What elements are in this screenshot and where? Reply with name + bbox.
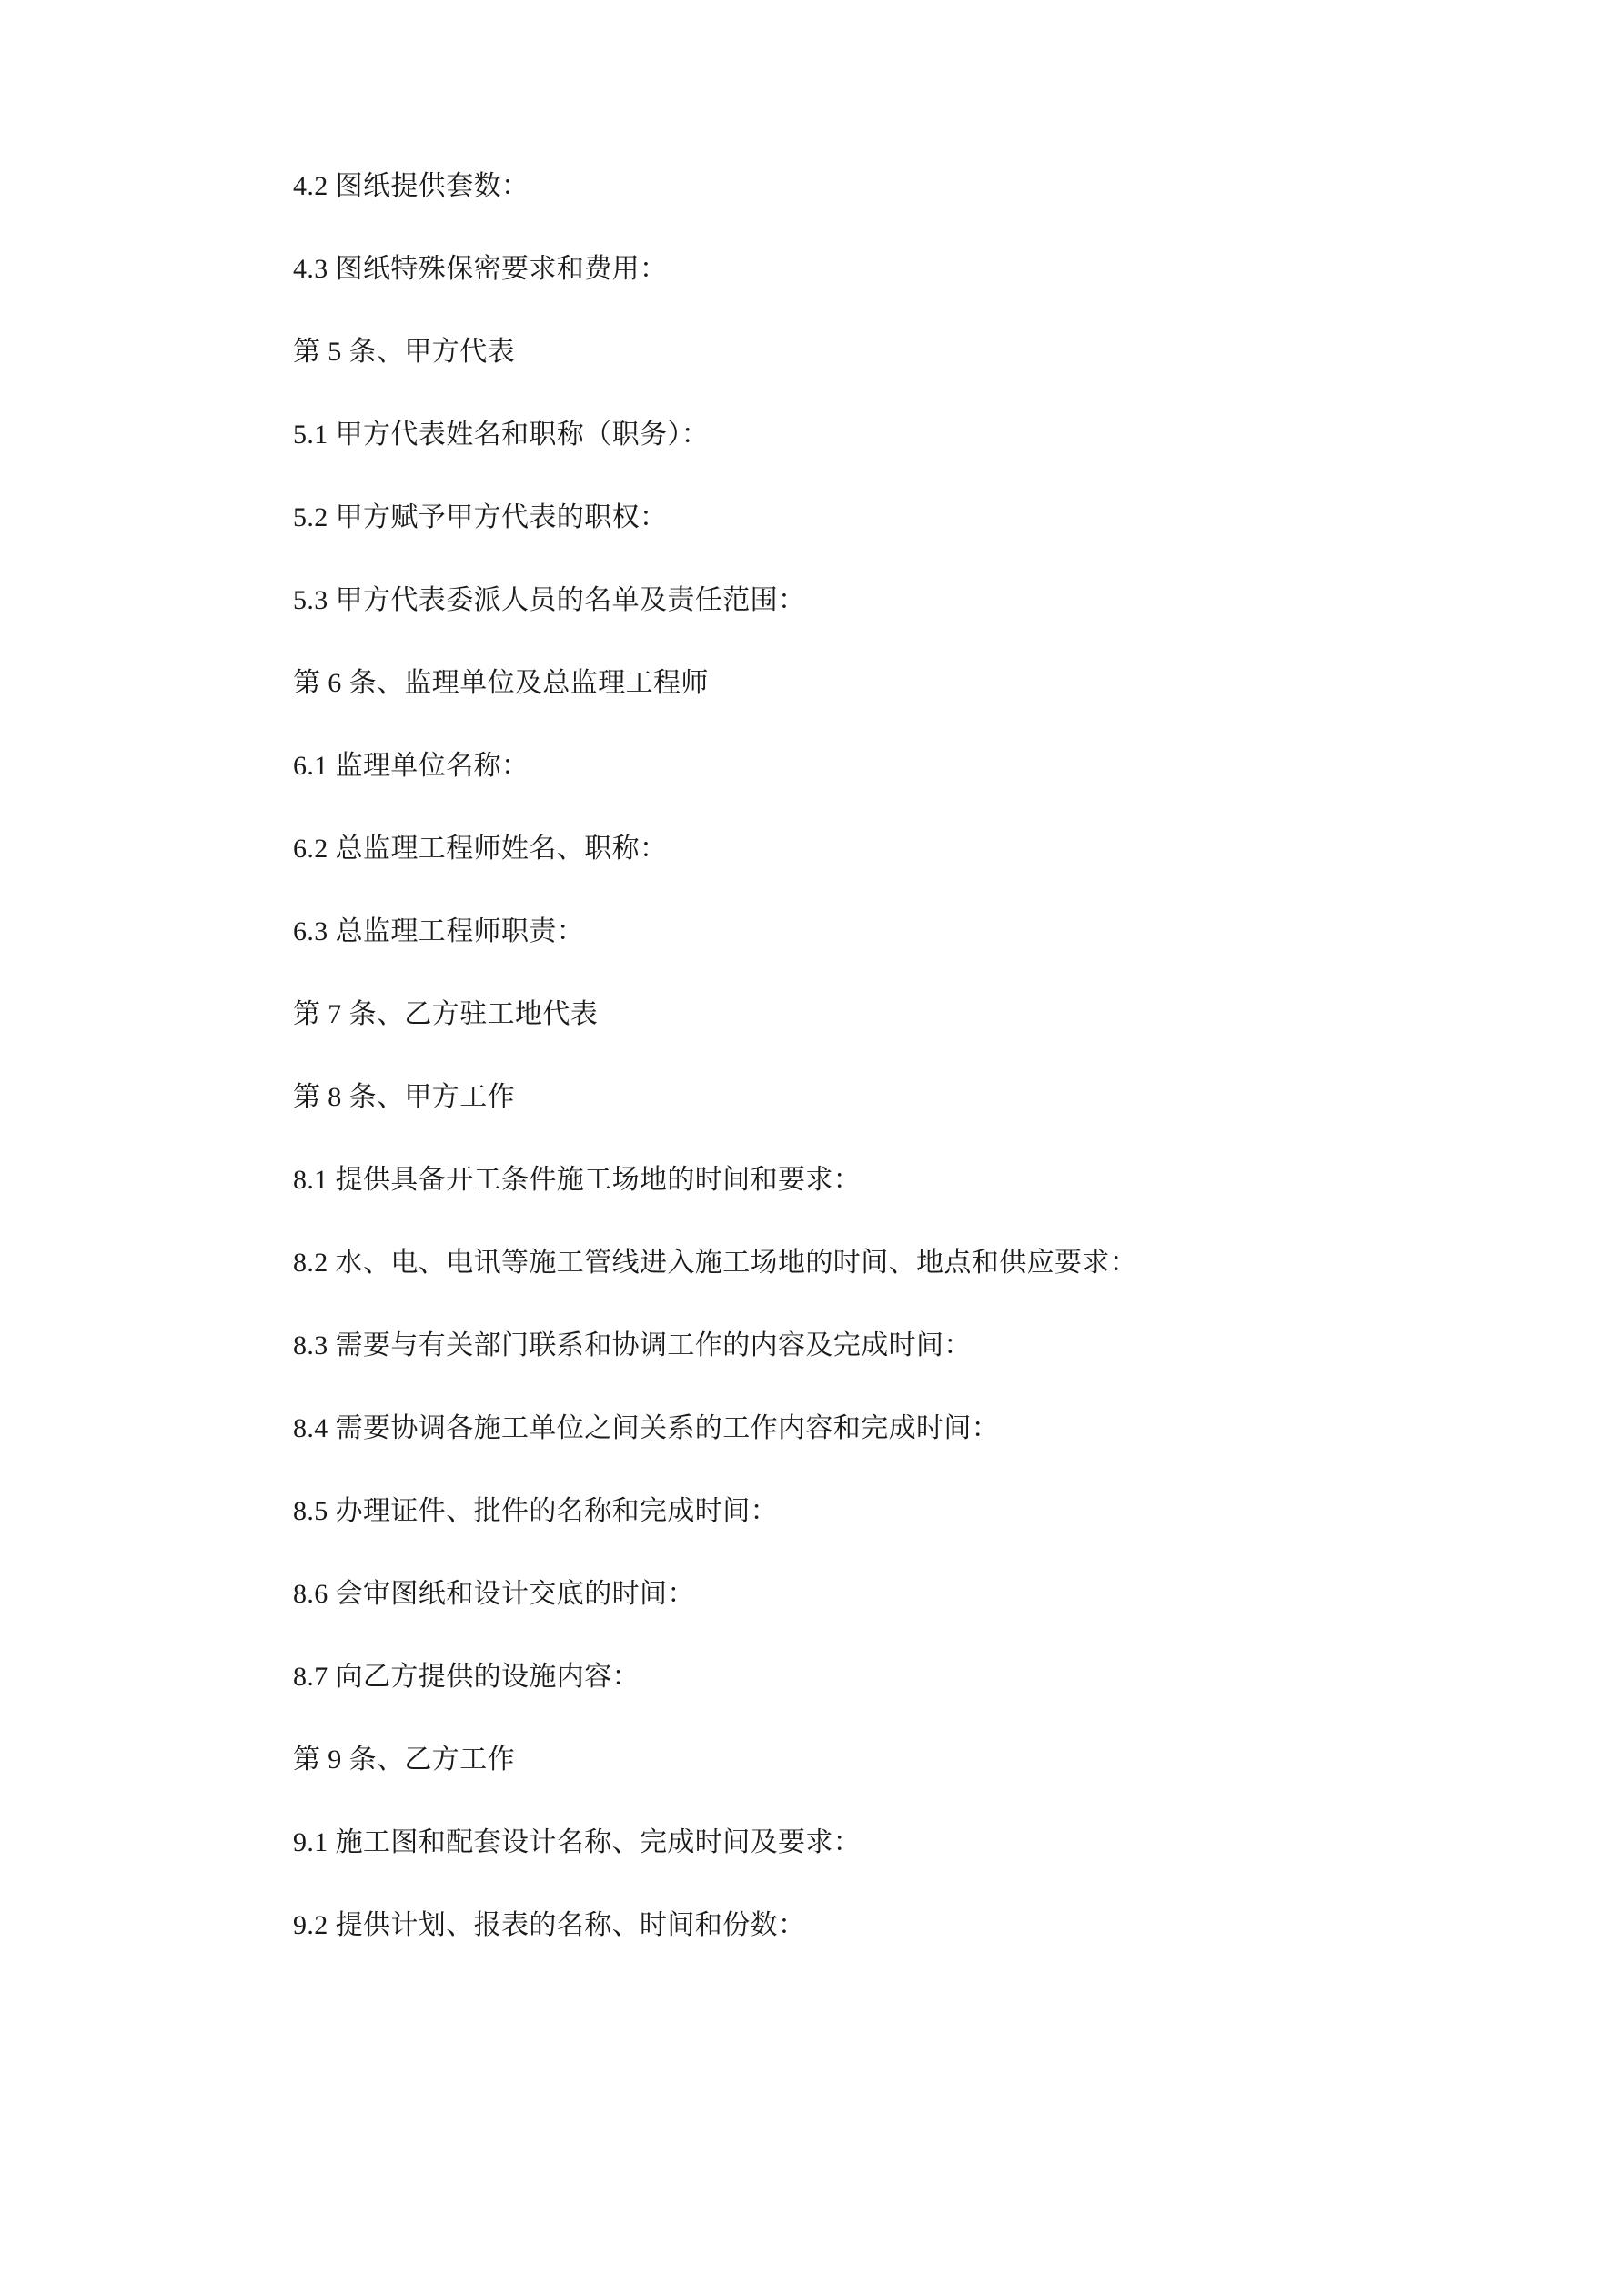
paragraph: 6.3 总监理工程师职责： bbox=[293, 916, 585, 946]
paragraph: 8.6 会审图纸和设计交底的时间： bbox=[293, 1579, 695, 1609]
document-body bbox=[293, 173, 1348, 1939]
paragraph: 第 8 条、甲方工作 bbox=[293, 1082, 515, 1112]
paragraph: 8.4 需要协调各施工单位之间关系的工作内容和完成时间： bbox=[293, 1413, 1000, 1443]
paragraph: 8.2 水、电、电讯等施工管线进入施工场地的时间、地点和供应要求： bbox=[293, 1248, 1138, 1278]
paragraph: 6.1 监理单位名称： bbox=[293, 751, 530, 781]
paragraph: 5.1 甲方代表姓名和职称（职务）： bbox=[293, 420, 710, 450]
paragraph: 第 6 条、监理单位及总监理工程师 bbox=[293, 668, 709, 698]
paragraph: 8.3 需要与有关部门联系和协调工作的内容及完成时间： bbox=[293, 1330, 972, 1360]
paragraph: 6.2 总监理工程师姓名、职称： bbox=[293, 834, 668, 864]
paragraph: 4.3 图纸特殊保密要求和费用： bbox=[293, 254, 668, 284]
paragraph: 8.7 向乙方提供的设施内容： bbox=[293, 1662, 640, 1692]
paragraph: 第 9 条、乙方工作 bbox=[293, 1745, 515, 1775]
paragraph: 8.1 提供具备开工条件施工场地的时间和要求： bbox=[293, 1165, 862, 1195]
paragraph: 4.2 图纸提供套数： bbox=[293, 171, 530, 201]
paragraph: 9.2 提供计划、报表的名称、时间和份数： bbox=[293, 1910, 806, 1940]
paragraph: 5.2 甲方赋予甲方代表的职权： bbox=[293, 502, 668, 532]
paragraph: 第 5 条、甲方代表 bbox=[293, 337, 515, 367]
paragraph: 9.1 施工图和配套设计名称、完成时间及要求： bbox=[293, 1827, 862, 1857]
paragraph: 第 7 条、乙方驻工地代表 bbox=[293, 999, 599, 1029]
paragraph: 8.5 办理证件、批件的名称和完成时间： bbox=[293, 1496, 778, 1526]
paragraph: 5.3 甲方代表委派人员的名单及责任范围： bbox=[293, 585, 806, 615]
